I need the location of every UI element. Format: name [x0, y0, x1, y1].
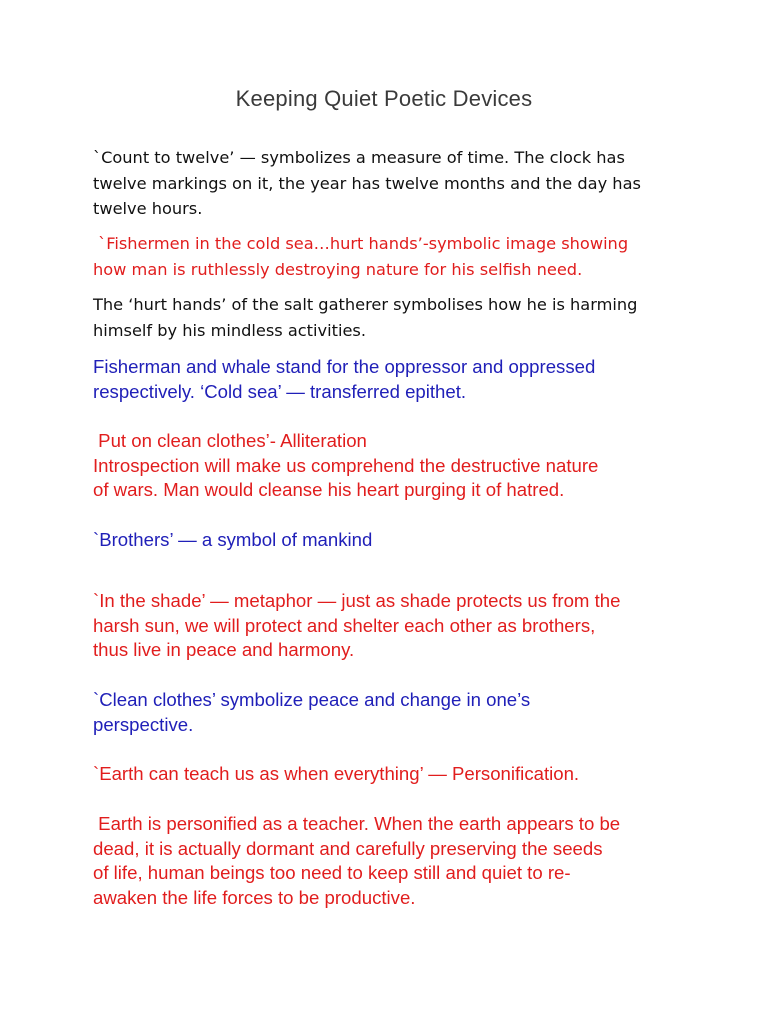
text-line: Introspection will make us comprehend the destructive nature — [93, 454, 599, 476]
text-line: of life, human beings too need to keep still and quiet to re- — [93, 862, 571, 883]
text-line: Put on clean clothes’- Alliteration — [93, 430, 367, 451]
paragraph-count-to-twelve — [93, 145, 683, 222]
text-line: perspective. — [93, 713, 194, 735]
text-line: The ‘hurt hands’ of the salt gatherer symbolises how he is harming — [93, 295, 638, 314]
paragraph-fisherman-whale — [93, 355, 683, 404]
page-title: Keeping Quiet Poetic Devices — [235, 86, 533, 111]
text-line: of wars. Man would cleanse his heart purging it of hatred. — [93, 479, 565, 500]
text-line: thus live in peace and harmony. — [93, 639, 355, 660]
paragraph-brothers — [93, 528, 683, 553]
text-line: Fisherman and whale stand for the oppressor and oppressed — [93, 356, 596, 377]
text-line: `Earth can teach us as when everything’ — Personification. — [93, 763, 580, 784]
text-line: twelve hours. — [93, 199, 203, 218]
text-line: harsh sun, we will protect and shelter each other as brothers, — [93, 614, 596, 636]
text-line: respectively. ‘Cold sea’ — transferred epithet. — [93, 380, 467, 402]
text-line: twelve markings on it, the year has twelve months and the day has — [93, 173, 641, 193]
text-line: dead, it is actually dormant and carefully preserving the seeds — [93, 837, 603, 859]
paragraph-fishermen — [93, 231, 683, 282]
text-line: Earth is personified as a teacher. When the earth appears to be — [93, 813, 621, 834]
paragraph-salt-gatherer — [93, 292, 683, 343]
paragraph-clean-clothes-alliteration — [93, 429, 683, 503]
text-line: `Count to twelve’ — symbolizes a measure of time. The clock has — [93, 148, 625, 167]
text-line: `Clean clothes’ symbolize peace and change in one’s — [93, 689, 531, 710]
text-line: `In the shade’ — metaphor — just as shade protects us from the — [93, 590, 621, 611]
text-line: awaken the life forces to be productive. — [93, 886, 416, 908]
text-line: `Brothers’ — a symbol of mankind — [93, 529, 373, 550]
text-line: how man is ruthlessly destroying nature for his selfish need. — [93, 259, 583, 279]
paragraph-clean-clothes-symbol — [93, 688, 683, 737]
text-line: himself by his mindless activities. — [93, 320, 366, 340]
paragraph-in-the-shade — [93, 589, 683, 663]
paragraph-earth-teach — [93, 762, 683, 787]
text-line: `Fishermen in the cold sea…hurt hands’-symbolic image showing — [93, 234, 629, 253]
paragraph-earth-teacher — [93, 812, 683, 910]
